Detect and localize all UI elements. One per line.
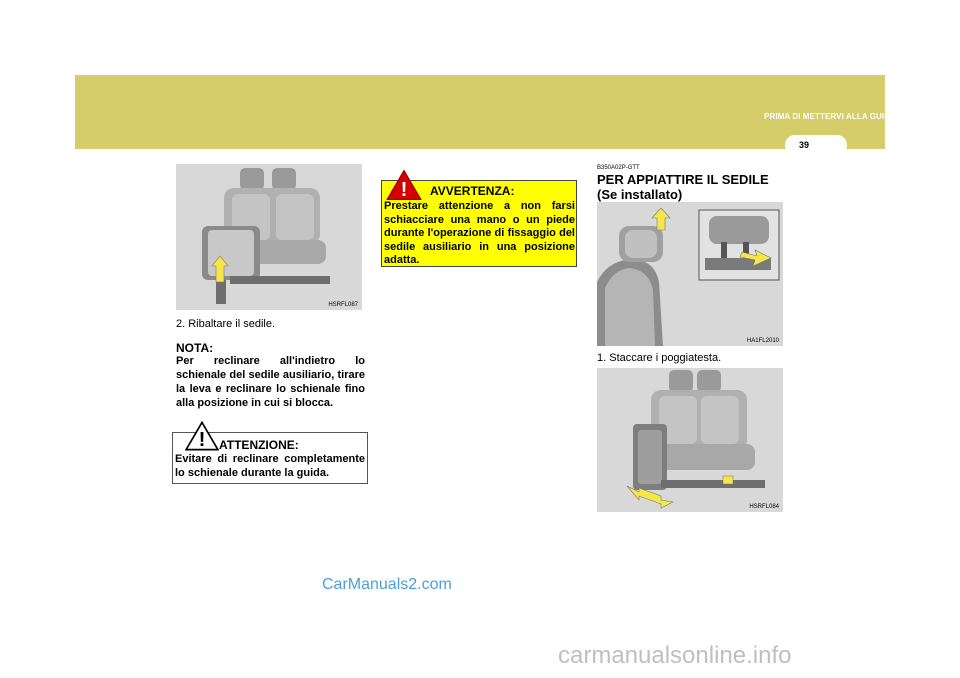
photo-headrest — [597, 202, 783, 346]
photo-code: HSRFL087 — [328, 302, 358, 308]
warning-title: AVVERTENZA: — [430, 184, 515, 198]
photo-code: HA1FL2010 — [746, 338, 779, 344]
step-1-text: 1. Staccare i poggiatesta. — [597, 352, 722, 364]
warning-triangle-icon — [386, 169, 422, 201]
watermark-carmanualsonline: carmanualsonline.info — [558, 642, 792, 669]
section-code: B350A02P-GTT — [597, 165, 640, 171]
page-number: 39 — [798, 140, 809, 150]
warning-box — [381, 180, 577, 267]
step-2-text: 2. Ribaltare il sedile. — [176, 318, 276, 330]
caution-box — [172, 429, 368, 484]
watermark-carmanuals2: CarManuals2.com — [322, 576, 452, 593]
nota-body: Per reclinare all'indietro lo schienale del sedile ausiliario, tirare la leva e reclinare lo schienale fino alla posizione in cui si blocca. — [176, 355, 365, 409]
section-title-line2: (Se installato) — [597, 187, 683, 202]
chapter-title: PRIMA DI METTERVI ALLA GUIDA — [764, 112, 896, 121]
svg-text:!: ! — [400, 178, 408, 201]
headrest-illustration — [597, 202, 783, 346]
caution-title: ATTENZIONE: — [219, 438, 299, 452]
warning-body: Prestare attenzione a non farsi schiacciare una mano o un piede durante l'operazione di fissaggio del sedile ausiliario in una posizione adatta. — [384, 200, 575, 266]
photo-seat-fold — [176, 164, 362, 310]
nota-title: NOTA: — [176, 341, 214, 355]
seat-fold-illustration — [176, 164, 362, 310]
photo-seat-flat — [597, 368, 783, 512]
caution-body: Evitare di reclinare completamente lo schienale durante la guida. — [175, 453, 365, 479]
warning-triangle-icon — [185, 421, 219, 451]
photo-code: HSRFL084 — [749, 504, 779, 510]
section-title-line1: PER APPIATTIRE IL SEDILE — [597, 172, 769, 187]
seat-flat-illustration — [597, 368, 783, 512]
chapter-number: 1 — [902, 102, 914, 125]
svg-text:!: ! — [198, 429, 206, 451]
